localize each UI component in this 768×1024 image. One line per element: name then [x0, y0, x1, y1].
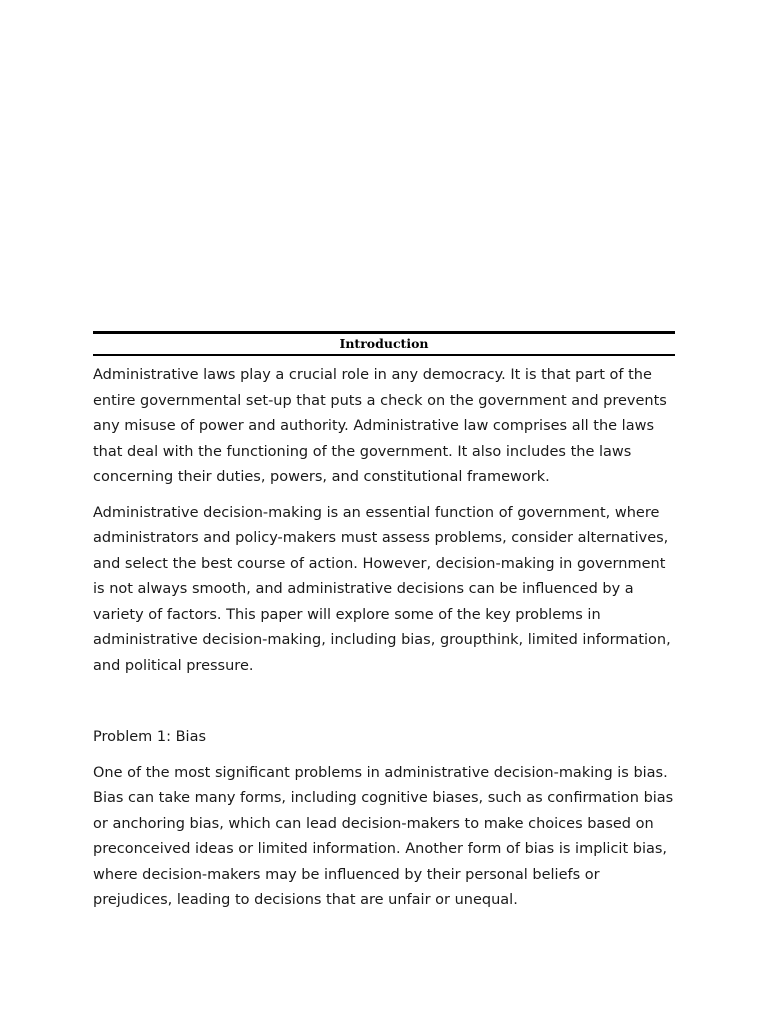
problem-1-title: Problem 1: Bias: [93, 729, 207, 745]
heading-rule-bottom: [93, 354, 675, 356]
intro-paragraph-2: Administrative decision-making is an essential function of government, where administrators and policy-makers must assess problems, consider alternatives, and select the best course of action. However, decision-making in government is not always smooth, and administrative decisions can be influenced by a variety of factors. This paper will explore some of the key problems in administrative decision-making, including bias, groupthink, limited information, and political pressure.: [93, 504, 671, 674]
section-heading: Introduction: [339, 336, 429, 351]
heading-band: [93, 334, 675, 354]
intro-paragraph-1: Administrative laws play a crucial role in any democracy. It is that part of the entire governmental set-up that puts a check on the government and prevents any misuse of power and authority. Administrative law comprises all the laws that deal with the functioning of the government. It also includes the laws concerning their duties, powers, and constitutional framework.: [93, 367, 667, 485]
document-content: [93, 331, 675, 914]
problem-1-paragraph: One of the most significant problems in administrative decision-making is bias. Bias can take many forms, including cognitive biases, such as confirmation bias or anchoring bias, which can lead decision-makers to make choices based on preconceived ideas or limited information. Another form of bias is implicit bias, where decision-makers may be influenced by their personal beliefs or prejudices, leading to decisions that are unfair or unequal.: [93, 764, 674, 908]
